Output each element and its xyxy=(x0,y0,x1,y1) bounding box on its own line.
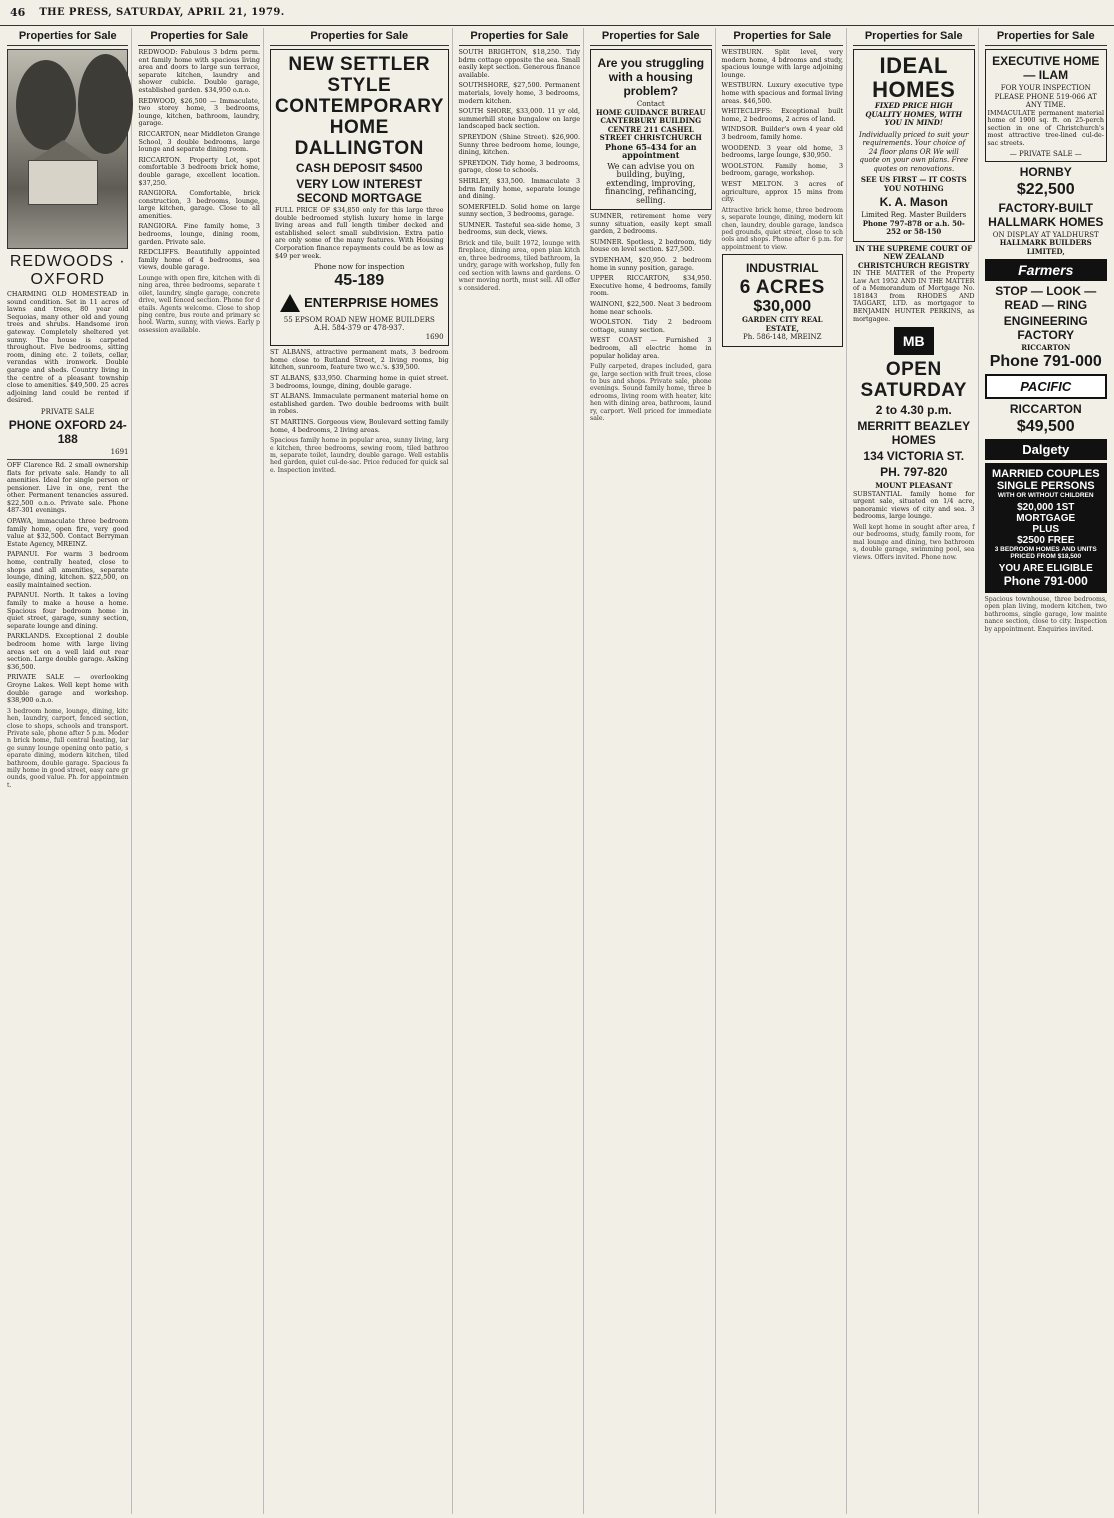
children-note: WITH OR WITHOUT CHILDREN xyxy=(997,491,1094,499)
feature-phone: 45-189 xyxy=(334,271,385,289)
listing: WINDSOR. Builder's own 4 year old 3 bedroom, family home. xyxy=(721,125,844,141)
column-2 xyxy=(135,28,263,1514)
filler-text: Lounge with open fire, kitchen with dining area, three bedrooms, separate toilet, laundry, single garage, concrete drive, well fenced section. Phone for details. Agents welcome. Close to shopping centre, bus route and primary school. Warm, sunny, with views. Early possession available. xyxy=(138,275,260,334)
exec-inspect: FOR YOUR INSPECTION PLEASE PHONE 519-066 AT ANY TIME. xyxy=(994,84,1097,109)
listing: WHITECLIFFS: Exceptional built home, 2 bedrooms, 2 acres of land. xyxy=(721,107,844,123)
hornby-title: HORNBY xyxy=(1019,164,1072,179)
units-price: 3 BEDROOM HOMES AND UNITS PRICED FROM $18,500 xyxy=(994,545,1097,560)
listing: ST ALBANS, attractive permanent mats, 3 bedroom home close to Rutland Street, 2 living rooms, big kitchen, sunroom, feature two w.c.'s. $39,500. xyxy=(269,348,449,372)
listing: SUMNER. Spotless, 2 bedroom, tidy house on level section. $27,500. xyxy=(590,237,712,254)
court-heading: IN THE SUPREME COURT OF NEW ZEALAND CHRISTCHURCH REGISTRY xyxy=(855,243,973,270)
listing: SOMERFIELD. Solid home on large sunny section, 3 bedrooms, garage. xyxy=(458,202,581,219)
exec-title: EXECUTIVE HOME — ILAM xyxy=(992,54,1100,82)
listing: SUMNER, retirement home very sunny situation, easily kept small garden, 2 bedrooms. xyxy=(590,212,712,236)
eng-title: ENGINEERING FACTORY xyxy=(1003,314,1088,343)
listing: OPAWA, immaculate three bedroom family home, open fire, very good value at $32,500. Contact Berryman Estate Agency, MREINZ. xyxy=(7,517,129,548)
stop-look: STOP — LOOK — READ — RING xyxy=(995,284,1097,313)
listing: WEST COAST — Furnished 3 bedroom, all electric home in popular holiday area. xyxy=(590,336,712,360)
private-sale-label: PRIVATE SALE xyxy=(40,407,95,416)
listing: PAPANUI. For warm 3 bedroom home, centrally heated, close to shops and all amenities, separate lounge, dining, kitchen. $22,500, on easily maintained section. xyxy=(7,550,129,589)
listing: SHIRLEY, $33,500. Immaculate 3 bdrm family home, separate lounge and dining. xyxy=(458,176,581,201)
ideal-builder-sub: Limited Reg. Master Builders xyxy=(861,211,967,219)
mortgage-amount: $20,000 1ST MORTGAGE xyxy=(1016,501,1076,524)
exec-body: IMMACULATE permanent material home of 1900 sq. ft. on 25-perch section in one of Christchurch's most attractive tree-lined cul-de-sac streets. xyxy=(987,108,1104,147)
ideal-sub: FIXED PRICE HIGH QUALITY HOMES, WITH YOU IN MIND! xyxy=(865,101,963,127)
classified-columns xyxy=(4,28,1110,1514)
farmers-logo: Farmers xyxy=(985,259,1108,281)
enterprise-mark-icon xyxy=(280,294,300,312)
hallmark-builders: HALLMARK BUILDERS LIMITED, xyxy=(999,238,1092,256)
feature-title: NEW SETTLER STYLE CONTEMPORARY HOME DALLINGTON xyxy=(274,54,444,159)
ad-code: 1690 xyxy=(425,332,444,341)
column-7 xyxy=(850,28,978,1514)
single-title: SINGLE PERSONS xyxy=(996,479,1095,492)
listing: WESTBURN. Split level, very modern home, 4 bdrooms and study, spacious lounge with large adjoining lounge. xyxy=(721,48,844,79)
column-3 xyxy=(267,28,453,1514)
column-heading: Properties for Sale xyxy=(7,28,128,46)
column-1 xyxy=(4,28,132,1514)
married-title: MARRIED COUPLES xyxy=(991,467,1100,480)
open-phone: PH. 797-820 xyxy=(880,465,948,480)
mb-logo: MB xyxy=(894,327,934,355)
column-heading: Properties for Sale xyxy=(853,28,974,46)
ideal-phone: Phone 797-878 or a.h. 50-252 or 58-150 xyxy=(862,218,965,236)
column-heading: Properties for Sale xyxy=(270,28,449,46)
housing-contact-label: Contact xyxy=(636,100,665,108)
masthead: THE PRESS, SATURDAY, APRIL 21, 1979. xyxy=(39,7,285,18)
photo-caption: REDWOODS · OXFORD xyxy=(9,253,126,288)
listing: SPREYDON. Tidy home, 3 bedrooms, garage, close to schools. xyxy=(458,158,581,175)
listing: REDWOOD: Fabulous 3 bdrm perm. ent family home with spacious living area and doors to large sun terrace, separate kitchen, laundry and shower cubicle. Double garage, established garden. $34,950 o.n.o. xyxy=(138,48,260,94)
industrial-acres: 6 ACRES xyxy=(739,277,825,299)
eligible-phone: Phone 791-000 xyxy=(1003,573,1088,588)
listing: WOODEND. 3 year old home, 3 bedrooms, large lounge, $30,950. xyxy=(721,143,844,160)
ad-code: 1691 xyxy=(110,448,129,457)
eng-sub: RICCARTON xyxy=(1021,343,1071,353)
column-heading: Properties for Sale xyxy=(985,28,1108,46)
homestead-ad-body: CHARMING OLD HOMESTEAD in sound condition. Set in 11 acres of lawns and trees, 80 year old Sequoias, many other old and young trees and shrubs. Handsome iron gateway. Completely sheltered yet sunny. The house is carpeted throughout. Five bedrooms, sitting room, dining etc. 2 toilets, cellar, verandas with ironwork. Double garage and sheds. Country living in the centre of a pleasant township close to amenities. $49,500. 25 acres adjoining land could be rented if desired. xyxy=(7,290,129,405)
feature-phone-label: Phone now for inspection xyxy=(314,263,405,272)
housing-problem-ad xyxy=(590,49,712,210)
industrial-agent: GARDEN CITY REAL ESTATE, xyxy=(742,315,823,333)
private-sale-phone: PHONE OXFORD 24-188 xyxy=(8,418,127,447)
ideal-homes-ad xyxy=(853,49,974,242)
housing-contact: HOME GUIDANCE BUREAU CANTERBURY BUILDING CENTRE 211 CASHEL STREET CHRISTCHURCH xyxy=(596,107,706,142)
listing: SUMNER. Tasteful sea-side home, 3 bedrooms, sun deck, views. xyxy=(458,220,581,237)
factory-title: FACTORY-BUILT HALLMARK HOMES xyxy=(988,200,1104,229)
separator xyxy=(7,459,128,460)
filler-text: Well kept home in sought after area, four bedrooms, study, family room, formal lounge and dining, two bathrooms, double garage, swimming pool, sea views. Offers invited. Phone now. xyxy=(853,524,975,561)
open-address: 134 VICTORIA ST. xyxy=(863,449,965,464)
column-5 xyxy=(587,28,716,1514)
listing: WESTBURN. Luxury executive type home with spacious and formal living areas. $46,500. xyxy=(721,81,844,105)
married-couples-ad xyxy=(985,463,1108,593)
court-body: IN THE MATTER of the Property Law Act 1952 AND IN THE MATTER of a Memorandum of Mortgage No. 181843 from RHODES AND TAGGART, LTD. as mortgagor to BENJAMIN HUNTER PERKINS, as mortgagee. xyxy=(853,269,975,323)
listing: RICCARTON. Property Lot, spot comfortable 3 bedroom brick home, double garage, excellent location. $37,250. xyxy=(138,155,260,187)
listing: UPPER RICCARTON, $34,950. Executive home, 4 bedrooms, family room. xyxy=(590,274,712,298)
listing: WOOLSTON. Tidy 2 bedroom cottage, sunny section. xyxy=(590,318,712,334)
listing: PAPANUI. North. It takes a loving family to make a house a home. Spacious four bedroom home in quiet street, garage, sunny section, separate lounge and dining. xyxy=(7,591,129,630)
eng-phone: Phone 791-000 xyxy=(989,352,1102,370)
ideal-body: Individually priced to suit your requirements. Your choice of 24 floor plans OR We will quote on your own plans. Free quotes on renovations. xyxy=(859,130,969,173)
listing: SOUTH SHORE, $33,000. 11 yr old, summerhill stone bungalow on large landscaped back section. xyxy=(458,107,581,131)
filler-text: Spacious family home in popular area, sunny living, large kitchen, three bedrooms, sewing room, tiled bathroom, separate toilet, laundry, double garage. Well established garden, quiet cul-de-sac. Price reduced for quick sale. Inspection invited. xyxy=(269,437,449,474)
enterprise-brand: ENTERPRISE HOMES xyxy=(304,295,439,311)
feature-mortgage: VERY LOW INTEREST SECOND MORTGAGE xyxy=(296,177,423,205)
filler-text: Fully carpeted, drapes included, garage, large section with fruit trees, close to bus and shops. Private sale, phone evenings. Sound family home, three bedrooms, living room with heater, kitchen with dining area, bathroom, laundry, carport. Well priced for immediate sale. xyxy=(590,363,712,422)
filler-text: Brick and tile, built 1972, lounge with fireplace, dining area, open plan kitchen, three bedrooms, tiled bathroom, laundry, garage with workshop, fully fenced section with lawns and gardens. Owner moving north, must sell. All offers considered. xyxy=(458,240,581,292)
column-heading: Properties for Sale xyxy=(722,28,843,46)
listing: RANGIORA. Fine family home, 3 bedrooms, lounge, dining room, garden. Private sale. xyxy=(138,222,260,246)
listing: WAINONI, $22,500. Neat 3 bedroom home near schools. xyxy=(590,299,712,316)
filler-text: Spacious townhouse, three bedrooms, open plan living, modern kitchen, two bathrooms, single garage, low maintenance section, close to city. Inspection by appointment. Enquiries invited. xyxy=(984,595,1107,633)
grant-amount: $2500 FREE xyxy=(1017,534,1075,546)
filler-text: Attractive brick home, three bedrooms, separate lounge, dining, modern kitchen, laundry, double garage, landscaped grounds, quiet street, close to schools and shops. Phone after 6 p.m. for appointment to view. xyxy=(721,206,844,251)
factory-sub: ON DISPLAY AT YALDHURST xyxy=(992,230,1099,239)
column-6 xyxy=(719,28,847,1514)
listing: ST ALBANS, $33,950. Charming home in quiet street. 3 bedrooms, lounge, dining, double garage. xyxy=(269,373,449,390)
industrial-phone: Ph. 586-148, MREINZ xyxy=(743,333,822,342)
listing: SOUTH BRIGHTON, $18,250. Tidy bdrm cottage opposite the sea. Small easily kept section. Generous finance available. xyxy=(458,48,581,79)
feature-body: FULL PRICE OF $34,850 only for this large three double bedroomed stylish luxury home in large living areas and full length timber decked and established select small subdivision. Extra patio are only some of the many features. With Housing Corporation finance repayments could be as low as $49 per week. xyxy=(274,206,444,260)
housing-title: Are you struggling with a housing problem? xyxy=(597,56,705,98)
listing: RANGIORA. Comfortable, brick construction, 3 bedrooms, lounge, large kitchen, garage. Close to all amenities. xyxy=(138,189,260,220)
feature-deposit: CASH DEPOSIT $4500 xyxy=(295,161,423,175)
hornby-price: $22,500 xyxy=(1016,180,1075,198)
open-title: OPEN SATURDAY xyxy=(860,359,967,402)
listing: RICCARTON, near Middleton Grange School, 3 double bedrooms, large lounge and separate dining room. xyxy=(138,129,260,154)
industrial-title: INDUSTRIAL xyxy=(745,261,819,276)
enterprise-logo xyxy=(275,294,444,312)
column-4 xyxy=(456,28,584,1514)
exec-sale: — PRIVATE SALE — xyxy=(1009,150,1082,159)
mount-heading: MOUNT PLEASANT xyxy=(875,481,953,491)
plus-label: PLUS xyxy=(1032,523,1060,535)
column-heading: Properties for Sale xyxy=(459,28,580,46)
listing: REDWOOD, $26,500 — Immaculate, two storey home, 3 bedrooms, lounge, kitchen, bathroom, laundry, garage. xyxy=(138,96,260,128)
settler-home-ad xyxy=(270,49,449,346)
open-time: 2 to 4.30 p.m. xyxy=(875,403,952,418)
housing-body: We can advise you on building, buying, extending, improving, financing, refinancing, selling. xyxy=(604,161,697,205)
listing: ST MARTINS. Gorgeous view, Boulevard setting family home, 4 bedrooms, 2 living areas. xyxy=(269,417,449,434)
column-heading: Properties for Sale xyxy=(590,28,712,46)
listing: PRIVATE SALE — overlooking Groyne Lakes. Well kept home with double garage and workshop. $38,900 o.n.o. xyxy=(7,673,129,705)
industrial-ad xyxy=(722,254,843,347)
listing: REDCLIFFS. Beautifully appointed family home of 4 bedrooms, sea views, double garage. xyxy=(138,248,260,272)
filler-text: 3 bedroom home, lounge, dining, kitchen, laundry, carport, fenced section, close to shops, schools and transport. Private sale, phone after 5 p.m. Modern brick home, full central heating, large sunny lounge opening onto patio, separate dining, modern kitchen, tiled bathroom, double garage. Spacious family home in good street, easy care grounds, good value. Ph. for appointment. xyxy=(7,707,129,789)
executive-home-ad xyxy=(985,49,1108,162)
homestead-photo xyxy=(7,49,128,249)
open-builder: MERRITT BEAZLEY HOMES xyxy=(857,419,971,448)
column-8 xyxy=(982,28,1111,1514)
mount-body: SUBSTANTIAL family home for urgent sale, situated on 1/4 acre, panoramic views of city and sea. 3 bedrooms, large lounge. xyxy=(853,489,975,521)
listing: SYDENHAM, $20,950. 2 bedroom home in sunny position, garage. xyxy=(590,255,712,272)
enterprise-address: 55 EPSOM ROAD NEW HOME BUILDERS A.H. 584-379 or 478-937. xyxy=(283,315,435,333)
ideal-cost: SEE US FIRST — IT COSTS YOU NOTHING xyxy=(860,175,967,193)
ideal-builder: K. A. Mason xyxy=(879,195,948,209)
column-heading: Properties for Sale xyxy=(138,28,259,46)
listing: OFF Clarence Rd. 2 small ownership flats for private sale. Handy to all amenities. Ideal for single person or pensioner. Live in one, rent the other. Permanent tenancies assured. $22,500 o.n.o. Private sale. Phone 487-301 evenings. xyxy=(7,460,129,515)
page-number: 46 xyxy=(10,6,26,19)
housing-phone: Phone 65-434 for an appointment xyxy=(604,141,697,160)
listing: SOUTHSHORE, $27,500. Permanent materials, lovely home, 3 bedrooms, modern kitchen. xyxy=(458,81,581,105)
industrial-price: $30,000 xyxy=(753,298,812,316)
listing: PARKLANDS. Exceptional 2 double bedroom home with large living areas set on a well laid out rear section. Large double garage. Asking $36,500. xyxy=(7,632,129,671)
ideal-title: IDEAL HOMES xyxy=(872,53,956,102)
eligible-title: YOU ARE ELIGIBLE xyxy=(998,562,1093,574)
pacific-logo: PACIFIC xyxy=(985,374,1108,399)
listing: SPREYDON (Shine Street). $26,900. Sunny three bedroom home, lounge, dining, kitchen. xyxy=(458,132,581,157)
riccarton-title: RICCARTON xyxy=(1009,401,1082,416)
listing: ST ALBANS. Immaculate permanent material home on established garden. Two double bedrooms with built in robes. xyxy=(269,392,449,416)
listing: WEST MELTON. 3 acres of agriculture, approx 15 mins from city. xyxy=(721,179,844,204)
dalgety-logo: Dalgety xyxy=(985,439,1108,460)
listing: WOOLSTON. Family home, 3 bedroom, garage, workshop. xyxy=(721,161,844,178)
riccarton-price: $49,500 xyxy=(1016,417,1075,435)
page-header xyxy=(0,0,1114,26)
